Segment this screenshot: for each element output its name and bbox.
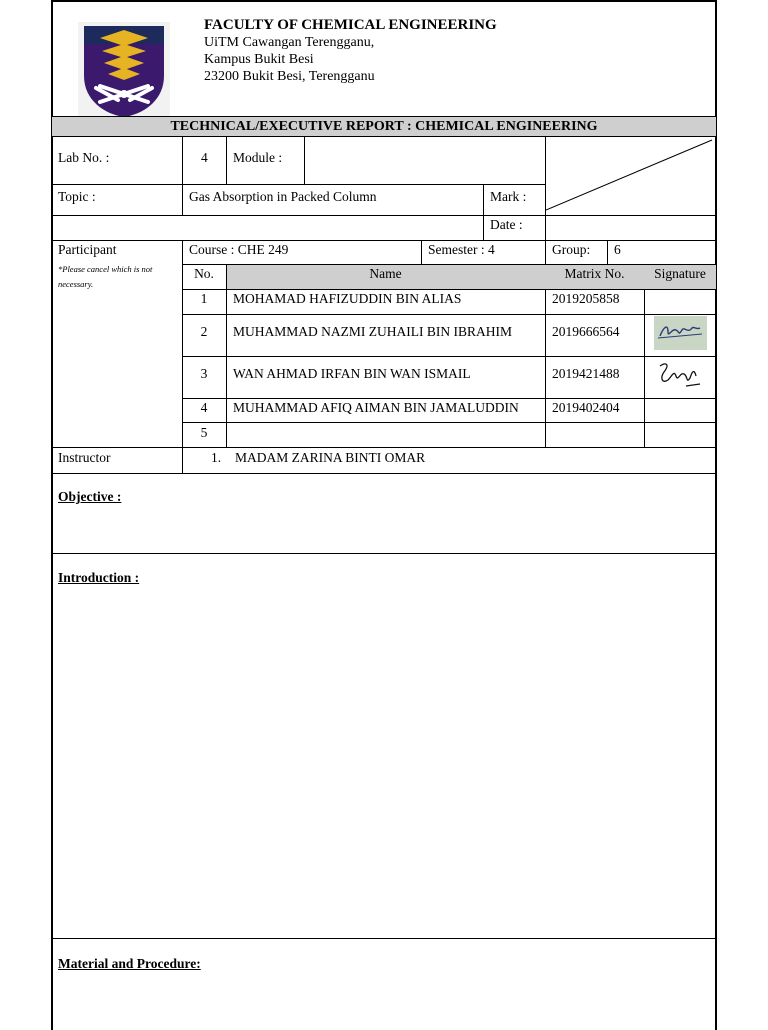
participant-note: *Please cancel which is not necessary. (58, 264, 153, 289)
row-1-name: MOHAMAD HAFIZUDDIN BIN ALIAS (233, 291, 462, 306)
row-2-name: MUHAMMAD NAZMI ZUHAILI BIN IBRAHIM (233, 324, 512, 339)
material-heading: Material and Procedure: (58, 956, 201, 971)
instructor-number: 1. (211, 450, 222, 465)
row-3-name: WAN AHMAD IRFAN BIN WAN ISMAIL (233, 366, 471, 381)
row-2-matrix: 2019666564 (552, 324, 620, 339)
lab-no-value: 4 (201, 150, 208, 165)
objective-heading: Objective : (58, 489, 122, 504)
uitm-logo (78, 22, 170, 119)
address-line-2: Kampus Bukit Besi (204, 52, 314, 67)
row-3-no: 3 (200, 366, 208, 381)
address-line-1: UiTM Cawangan Terengganu, (204, 35, 375, 50)
col-header-signature: Signature (654, 266, 706, 281)
module-label: Module : (233, 150, 283, 165)
signature-3-icon (656, 358, 704, 394)
address-line-3: 23200 Bukit Besi, Terengganu (204, 69, 375, 84)
row-5-no: 5 (200, 425, 208, 440)
faculty-name: FACULTY OF CHEMICAL ENGINEERING (204, 17, 497, 33)
topic-value: Gas Absorption in Packed Column (189, 189, 377, 204)
instructor-name: MADAM ZARINA BINTI OMAR (235, 450, 426, 465)
participant-label: Participant (58, 242, 117, 257)
row-1-matrix: 2019205858 (552, 291, 620, 306)
signature-2-icon (654, 316, 707, 350)
lab-no-label: Lab No. : (58, 150, 110, 165)
group-value: 6 (614, 242, 621, 257)
col-header-name: Name (369, 266, 402, 281)
date-label: Date : (490, 217, 523, 232)
row-3-matrix: 2019421488 (552, 366, 620, 381)
introduction-heading: Introduction : (58, 570, 140, 585)
row-2-no: 2 (200, 324, 208, 339)
mark-diagonal (546, 138, 716, 215)
row-4-name: MUHAMMAD AFIQ AIMAN BIN JAMALUDDIN (233, 400, 519, 415)
course-value: Course : CHE 249 (189, 242, 289, 257)
col-header-no: No. (194, 266, 214, 281)
row-1-no: 1 (200, 291, 208, 306)
row-4-no: 4 (200, 400, 208, 415)
report-title: TECHNICAL/EXECUTIVE REPORT : CHEMICAL ENGINEERING (170, 119, 598, 134)
uitm-crest-icon (78, 22, 170, 119)
col-header-matrix: Matrix No. (564, 266, 625, 281)
instructor-label: Instructor (58, 450, 111, 465)
row-4-matrix: 2019402404 (552, 400, 620, 415)
group-label: Group: (552, 242, 591, 257)
mark-label: Mark : (490, 189, 527, 204)
topic-label: Topic : (58, 189, 96, 204)
semester-value: Semester : 4 (428, 242, 495, 257)
